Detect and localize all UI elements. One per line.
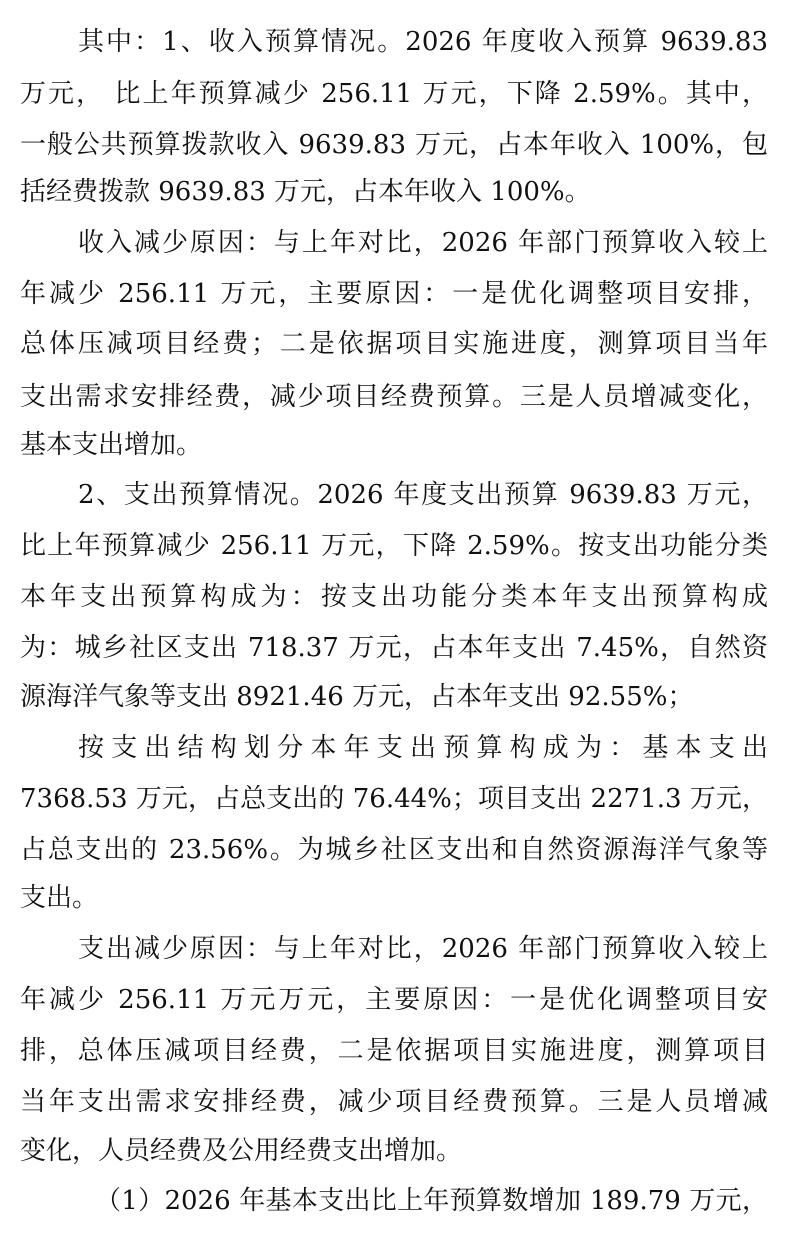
text-line: 总体压减项目经费；二是依据项目实施进度，测算项目当年	[20, 329, 768, 359]
text-line: 排，总体压减项目经费，二是依据项目实施进度，测算项目	[20, 1036, 768, 1066]
text-line: 万元， 比上年预算减少 256.11 万元，下降 2.59%。其中，	[20, 79, 768, 109]
text-line: （1）2026 年基本支出比上年预算数增加 189.79 万元，	[95, 1186, 768, 1216]
text-line: 年减少 256.11 万元万元，主要原因：一是优化调整项目安	[20, 985, 768, 1015]
text-line: 收入减少原因：与上年对比，2026 年部门预算收入较上	[78, 228, 768, 258]
text-line: 本年支出预算构成为：按支出功能分类本年支出预算构成	[20, 582, 768, 612]
text-line: 7368.53 万元，占总支出的 76.44%；项目支出 2271.3 万元，	[20, 784, 768, 814]
text-line: 支出需求安排经费，减少项目经费预算。三是人员增减变化，	[20, 382, 768, 412]
text-line: 2、支出预算情况。2026 年度支出预算 9639.83 万元，	[78, 480, 768, 510]
text-line: 一般公共预算拨款收入 9639.83 万元，占本年收入 100%，包	[20, 130, 768, 160]
text-line: 为：城乡社区支出 718.37 万元，占本年支出 7.45%，自然资	[20, 633, 768, 663]
text-line: 源海洋气象等支出 8921.46 万元，占本年支出 92.55%；	[20, 682, 694, 712]
text-line: 支出减少原因：与上年对比，2026 年部门预算收入较上	[78, 934, 768, 964]
text-line: 占总支出的 23.56%。为城乡社区支出和自然资源海洋气象等	[20, 835, 768, 865]
text-line: 当年支出需求安排经费，减少项目经费预算。三是人员增减	[20, 1087, 768, 1117]
text-line: 括经费拨款 9639.83 万元，占本年收入 100%。	[20, 177, 591, 207]
text-line: 其中：1、收入预算情况。2026 年度收入预算 9639.83	[78, 27, 768, 57]
text-line: 变化，人员经费及公用经费支出增加。	[20, 1136, 463, 1166]
text-line: 按支出结构划分本年支出预算构成为：基本支出	[78, 733, 768, 763]
text-line: 支出。	[20, 883, 99, 913]
text-line: 年减少 256.11 万元，主要原因：一是优化调整项目安排，	[20, 279, 768, 309]
text-line: 基本支出增加。	[20, 430, 203, 460]
text-line: 比上年预算减少 256.11 万元，下降 2.59%。按支出功能分类	[20, 531, 768, 561]
